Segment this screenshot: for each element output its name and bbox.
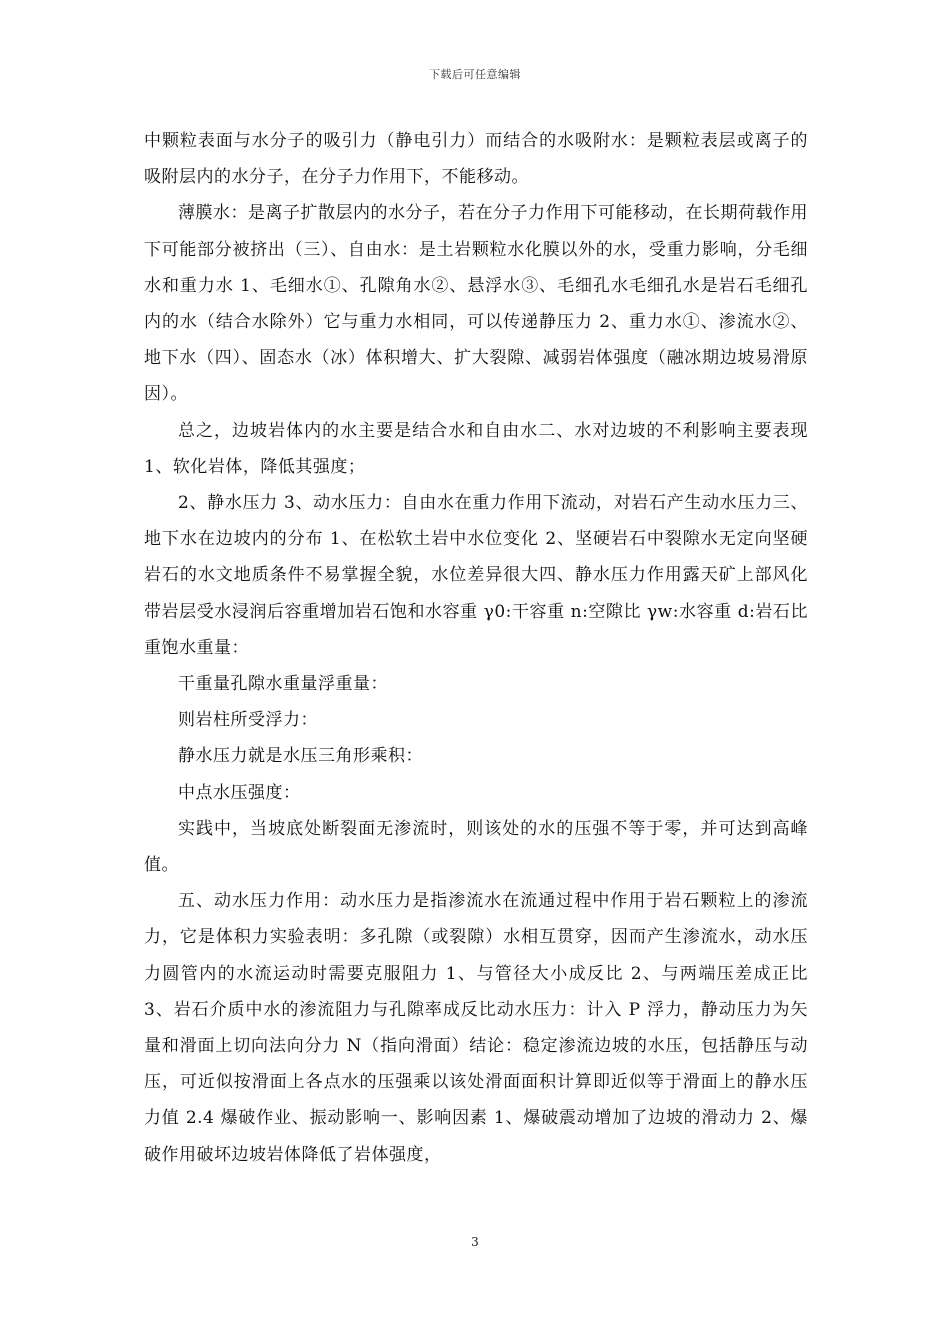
page-header: 下载后可任意编辑 [429, 68, 521, 81]
paragraph-adsorbed-water: 中颗粒表面与水分子的吸引力（静电引力）而结合的水吸附水：是颗粒表层或离子的吸附层内的水分子，在分子力作用下，不能移动。 [144, 131, 808, 188]
paragraph-triangle: 静水压力就是水压三角形乘积： [178, 746, 423, 767]
paragraph-dynamic-pressure: 五、动水压力作用：动水压力是指渗流水在流通过程中作用于岩石颗粒上的渗流力，它是体积力实验表明：多孔隙（或裂隙）水相互贯穿，因而产生渗流水，动水压力圆管内的水流运动时需要克服阻力 1、与管径大小成反比 2、与两端压差成正比 3、岩石介质中水的渗流阻力与孔隙率成反比动水压力：计入 P 浮力，静动压力为矢量和滑面上切向法向分力 N（指向滑面）结论：稳定渗流边坡的水压，包括静压与动压，可近似按滑面上各点水的压强乘以该处滑面面积计算即近似等于滑面上的静水压力值 2.4 爆破作业、振动影响一、影响因素 1、爆破震动增加了边坡的滑动力 2、爆破作用破坏边坡岩体降低了岩体强度， [144, 891, 808, 1165]
document-body [144, 123, 808, 1173]
paragraph-buoyancy: 则岩柱所受浮力： [178, 710, 318, 731]
paragraph-midpoint: 中点水压强度： [178, 782, 301, 803]
page-number: 3 [471, 1235, 479, 1249]
paragraph-practice: 实践中，当坡底处断裂面无渗流时，则该处的水的压强不等于零，并可达到高峰值。 [144, 818, 808, 876]
paragraph-dry-weight: 干重量孔隙水重量浮重量： [178, 674, 388, 695]
paragraph-static-pressure: 2、静水压力 3、动水压力：自由水在重力作用下流动，对岩石产生动水压力三、地下水在边坡内的分布 1、在松软土岩中水位变化 2、坚硬岩石中裂隙水无定向坚硬岩石的水文地质条件不易掌握全貌，水位差异很大四、静水压力作用露天矿上部风化带岩层受水浸润后容重增加岩石饱和水容重 γ0:干容重 n:空隙比 γw:水容重 d:岩石比重饱水重量： [144, 493, 808, 658]
paragraph-summary: 总之，边坡岩体内的水主要是结合水和自由水二、水对边坡的不利影响主要表现 1、软化岩体，降低其强度； [144, 420, 808, 477]
paragraph-film-water: 薄膜水：是离子扩散层内的水分子，若在分子力作用下可能移动，在长期荷载作用下可能部分被挤出（三）、自由水：是土岩颗粒水化膜以外的水，受重力影响，分毛细水和重力水 1、毛细水①、孔隙角水②、悬浮水③、毛细孔水毛细孔水是岩石毛细孔内的水（结合水除外）它与重力水相同，可以传递静压力 2、重力水①、渗流水②、地下水（四）、固态水（冰）体积增大、扩大裂隙、减弱岩体强度（融冰期边坡易滑原因）。 [144, 203, 808, 405]
